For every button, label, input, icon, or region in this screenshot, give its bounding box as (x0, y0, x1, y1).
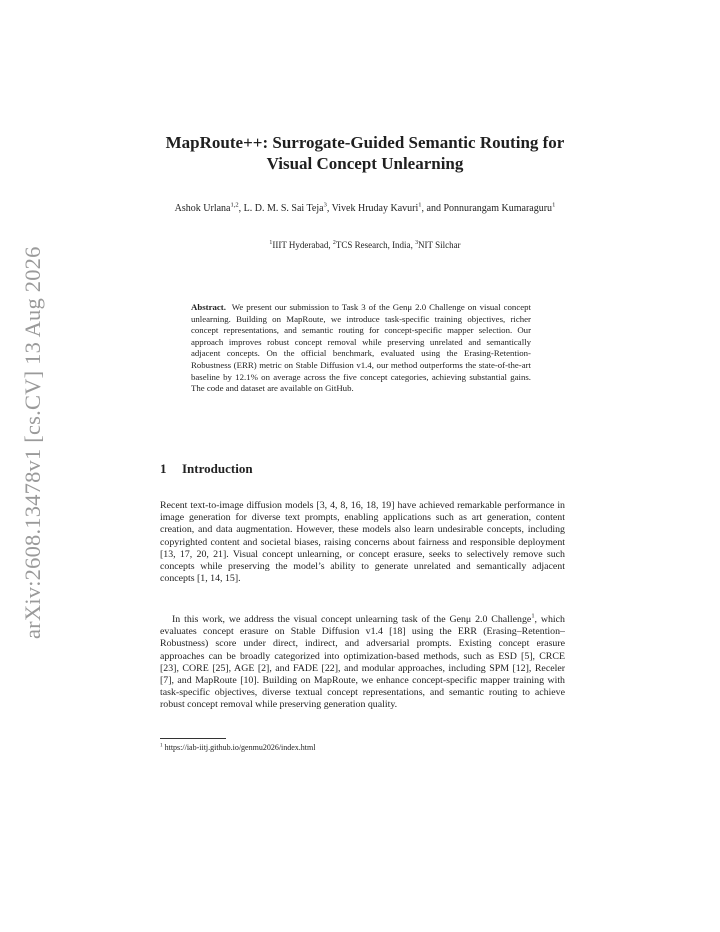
abstract-label: Abstract. (191, 302, 226, 312)
affiliation-name: NIT Silchar (417, 240, 461, 250)
affiliation-separator: , (410, 240, 416, 250)
author-name: Ponnurangam Kumaraguru (443, 203, 553, 214)
footnote-rule (160, 738, 226, 739)
abstract-text: We present our submission to Task 3 of the Genμ 2.0 Challenge on visual concept unlearning. Building on MapRoute, we introduce task-specific training objectives, richer concept representations, and semantic routing for concept-specific mapper selection. Our approach improves robust concept removal while preserving unrelated and semantically adjacent concepts. On the official benchmark, evaluated using the Erasing-Retention-Robustness (ERR) metric on Stable Diffusion v1.4, our method outperforms the state-of-the-art baseline by 12.1% on average across the five concept categories, achieving substantial gains. The code and dataset are available on GitHub. (191, 302, 531, 394)
paragraph-text: , which evaluates concept erasure on Stable Diffusion v1.4 [18] using the ERR (Erasing–Retention–Robustness) score under direct, indirect, and adversarial prompts. Existing concept erasure approaches can be broadly categorized into optimization-based methods, such as ESD [5], CRCE [23], CORE [25], AGE [2], and FADE [22], and modular approaches, including SPM [12], Receler [7], and MapRoute [10]. Building on MapRoute, we enhance concept-specific mapper training with task-specific objectives, diverse textual concept representations, and semantic routing to achieve robust concept removal while preserving generation quality. (160, 614, 565, 711)
affiliation-marker: 2 (332, 240, 336, 246)
author-separator: , (238, 203, 244, 214)
author-name: Vivek Hruday Kavuri (331, 203, 419, 214)
affiliation-list (160, 239, 570, 251)
paragraph-text: In this work, we address the visual concept unlearning task of the Genμ 2.0 Challenge (172, 614, 532, 625)
author-name: L. D. M. S. Sai Teja (243, 203, 324, 214)
author-affiliation-marker: 1 (552, 201, 556, 209)
author-affiliation-marker: 1 (418, 201, 422, 209)
footnote-number: 1 (160, 742, 163, 749)
arxiv-identifier-stamp: arXiv:2608.13478v1 [cs.CV] 13 Aug 2026 (20, 246, 45, 639)
author-separator: , and (421, 203, 444, 214)
section-heading-introduction (160, 461, 253, 477)
section-title: Introduction (182, 461, 253, 476)
section-number: 1 (160, 461, 167, 476)
affiliation-name: IIIT Hyderabad (272, 240, 329, 250)
abstract (191, 302, 531, 395)
footnote (160, 743, 315, 753)
paper-title: MapRoute++: Surrogate-Guided Semantic Routing for Visual Concept Unlearning (165, 133, 565, 173)
affiliation-name: TCS Research, India (335, 240, 411, 250)
author-list (160, 202, 570, 215)
paragraph: Recent text-to-image diffusion models [3, 4, 8, 16, 18, 19] have achieved remarkable performance in image generation for diverse text prompts, enabling applications such as art generation, content creation, and data augmentation. However, these models also learn undesirable concepts, including copyrighted content and societal biases, raising concerns about fairness and responsible deployment [13, 17, 20, 21]. Visual concept unlearning, or concept erasure, seeks to selectively remove such concepts while preserving the model’s ability to generate unrelated and semantically adjacent concepts [1, 14, 15]. (160, 500, 565, 585)
author-name: Ashok Urlana (174, 203, 231, 214)
affiliation-separator: , (328, 240, 333, 250)
footnote-marker: 1 (531, 612, 535, 620)
author-separator: , (326, 203, 332, 214)
author-affiliation-marker: 1,2 (230, 201, 239, 209)
author-affiliation-marker: 3 (323, 201, 327, 209)
footnote-link[interactable]: https://iab-iitj.github.io/genmu2026/index.html (164, 743, 316, 752)
paragraph (160, 614, 565, 712)
affiliation-marker: 1 (269, 240, 273, 246)
affiliation-marker: 3 (415, 240, 418, 246)
